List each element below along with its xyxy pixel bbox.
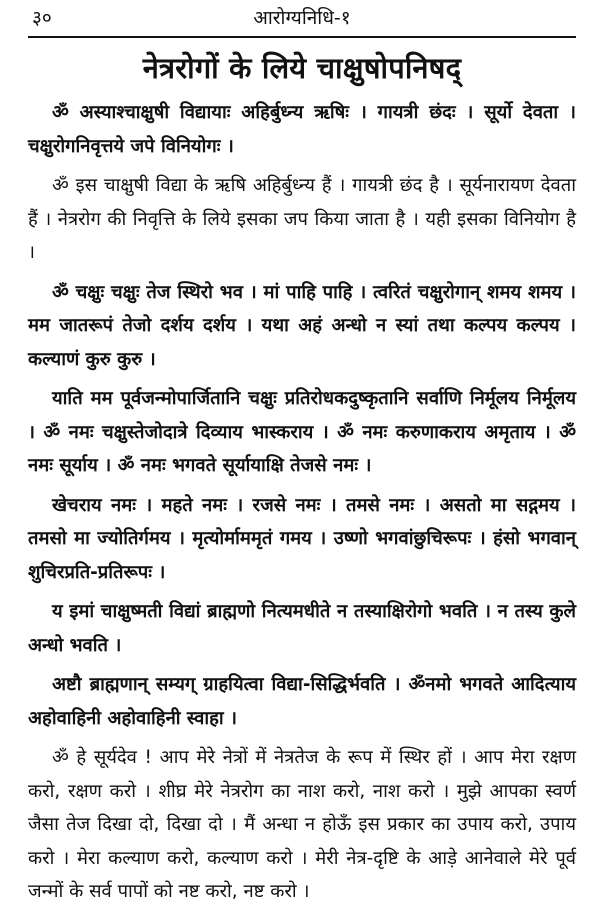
paragraph-mantra-khechara: खेचराय नमः । महते नमः । रजसे नमः । तमसे नमः । असतो मा सद्गमय । तमसो मा ज्योतिर्गमय । मृत्योर्माममृतं गमय । उष्णो भगवांछुचिरूपः । हंसो भगवान् शुचिरप्रति-प्रतिरूपः । bbox=[28, 494, 576, 583]
running-header bbox=[28, 0, 576, 38]
paragraph-phalashruti: य इमां चाक्षुष्मती विद्यां ब्राह्मणो नित्यमधीते न तस्याक्षिरोगो भवति । न तस्य कुले अन्धो भवति । bbox=[28, 601, 576, 656]
paragraph-viniyoga-hindi: ॐ इस चाक्षुषी विद्या के ऋषि अहिर्बुध्न्य हैं । गायत्री छंद है । सूर्यनारायण देवता हैं । नेत्ररोग की निवृत्ति के लिये इसका जप किया जाता है । यही इसका विनियोग है । bbox=[28, 175, 576, 263]
paragraph-siddhi: अष्टौ ब्राह्मणान् सम्यग् ग्राहयित्वा विद्या-सिद्धिर्भवति । ॐनमो भगवते आदित्याय अहोवाहिनी अहोवाहिनी स्वाहा । bbox=[28, 674, 576, 729]
paragraph-hindi-meaning: ॐ हे सूर्यदेव ! आप मेरे नेत्रों में नेत्रतेज के रूप में स्थिर हों । आप मेरा रक्षण करो, रक्षण करो । शीघ्र मेरे नेत्ररोग का नाश करो, नाश करो । मुझे आपका स्वर्ण जैसा तेज दिखा दो, दिखा दो । मैं अन्धा न होऊँ इस प्रकार का उपाय करो, उपाय करो । मेरा कल्याण करो, कल्याण करो । मेरी नेत्र-दृष्टि के आड़े आनेवाले मेरे पूर्व जन्मों के सर्व पापों को नष्ट करो, नष्ट करो । bbox=[28, 747, 576, 902]
book-title: आरोग्यनिधि-१ bbox=[253, 7, 351, 29]
paragraph-mantra-bhaskara: याति मम पूर्वजन्मोपार्जितानि चक्षुः प्रतिरोधकदुष्कृतानि सर्वाणि निर्मूलय निर्मूलय । ॐ नमः चक्षुस्तेजोदात्रे दिव्याय भास्कराय । ॐ नमः करुणाकराय अमृताय । ॐ नमः सूर्याय । ॐ नमः भगवते सूर्यायाक्षि तेजसे नमः । bbox=[28, 388, 576, 476]
paragraph-viniyoga-sanskrit: ॐ अस्याश्चाक्षुषी विद्यायाः अहिर्बुध्न्य ऋषिः । गायत्री छंदः । सूर्यो देवता । चक्षुरोगनिवृत्तये जपे विनियोगः । bbox=[28, 102, 576, 157]
paragraph-mantra-chakshu: ॐ चक्षुः चक्षुः तेज स्थिरो भव । मां पाहि पाहि । त्वरितं चक्षुरोगान् शमय शमय । मम जातरूपं तेजो दर्शय दर्शय । यथा अहं अन्धो न स्यां तथा कल्पय कल्पय । कल्याणं कुरु कुरु । bbox=[28, 281, 576, 370]
chapter-title: नेत्ररोगों के लिये चाक्षुषोपनिषद् bbox=[142, 51, 462, 85]
page-number: ३० bbox=[32, 7, 52, 29]
